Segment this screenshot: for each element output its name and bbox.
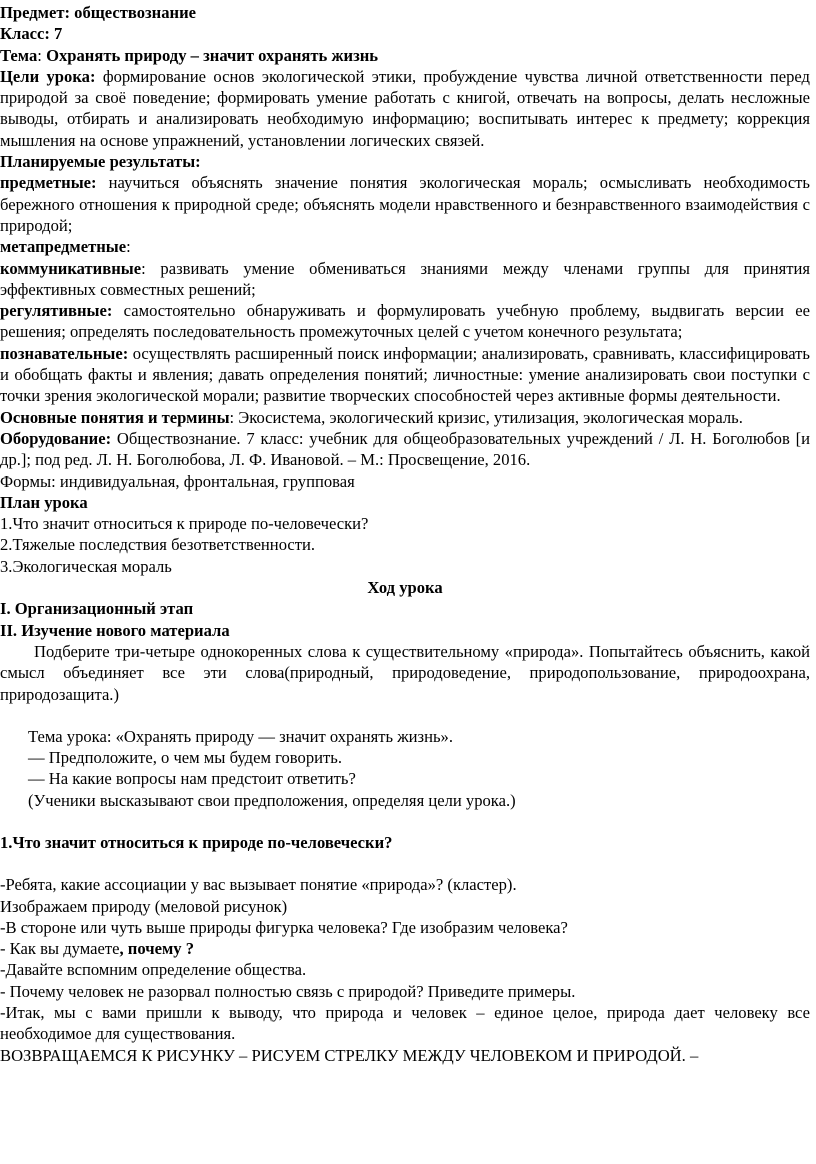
concepts-paragraph xyxy=(0,407,810,428)
goals-paragraph xyxy=(0,66,810,151)
topic-label: Тема xyxy=(0,45,38,65)
subject-value: обществознание xyxy=(70,3,197,22)
regulatory-text: самостоятельно обнаруживать и формулировать учебную проблему, выдвигать версии ее решения; определять последовательность промежуточных целей с учетом конечного результата; xyxy=(0,301,810,342)
regulatory-results xyxy=(0,300,810,343)
equipment-label: Оборудование: xyxy=(0,428,112,448)
concepts-label: Основные понятия и термины xyxy=(0,407,230,427)
meta-results-heading: метапредметные: xyxy=(0,237,131,257)
concepts-text: : Экосистема, экологический кризис, утилизация, экологическая мораль. xyxy=(229,407,743,427)
communicative-results xyxy=(0,258,810,301)
class-line xyxy=(0,23,810,44)
topic-line xyxy=(0,45,810,66)
quote-line-3: — На какие вопросы нам предстоит ответить? xyxy=(28,769,356,789)
results-heading: Планируемые результаты: xyxy=(0,152,201,172)
task-paragraph: Подберите три-четыре однокоренных слова к существительному «природа». Попытайтесь объяснить, какой смысл объединяет все эти слова(природный, природоведение, природопользование, природоохрана, природозащита.) xyxy=(0,641,810,704)
cognitive-results xyxy=(0,343,810,407)
communicative-text: : развивать умение обмениваться знаниями между членами группы для принятия эффективных совместных решений; xyxy=(0,258,810,299)
topic-separator: : xyxy=(37,45,47,65)
section-1-line-3: -В стороне или чуть выше природы фигурка человека? Где изобразим человека? xyxy=(0,917,568,937)
equipment-text: Обществознание. 7 класс: учебник для общеобразовательных учреждений / Л. Н. Боголюбов [и др.]; под ред. Л. Н. Боголюбова, Л. Ф. Ивановой. – М.: Просвещение, 2016. xyxy=(0,428,810,470)
subject-line xyxy=(0,2,810,23)
spacer xyxy=(0,705,810,726)
subject-results xyxy=(0,172,810,236)
course-heading: Ход урока xyxy=(367,578,443,598)
plan-heading: План урока xyxy=(0,492,88,512)
forms-line: Формы: индивидуальная, фронтальная, групповая xyxy=(0,471,355,491)
section-1-line-5: -Давайте вспомним определение общества. xyxy=(0,960,307,980)
plan-item-2: 2.Тяжелые последствия безответственности. xyxy=(0,535,316,555)
section-1-line-6: - Почему человек не разорвал полностью связь с природой? Приведите примеры. xyxy=(0,981,576,1001)
section-1-line-8: ВОЗВРАЩАЕМСЯ К РИСУНКУ – РИСУЕМ СТРЕЛКУ МЕЖДУ ЧЕЛОВЕКОМ И ПРИРОДОЙ. – xyxy=(0,1045,699,1065)
quote-line-1: Тема урока: «Охранять природу — значит охранять жизнь». xyxy=(28,726,453,746)
topic-value: Охранять природу – значит охранять жизнь xyxy=(46,45,379,65)
cognitive-text: осуществлять расширенный поиск информации; анализировать, сравнивать, классифицировать и обобщать факты и явления; давать определения понятий; личностные: умение анализировать свои поступки с точки зрения экологической морали; развитие творческих способностей через активные формы деятельности. xyxy=(0,343,810,406)
section-1-line-4: - Как вы думаете, почему ? xyxy=(0,939,194,959)
spacer xyxy=(0,811,810,832)
plan-item-1: 1.Что значит относиться к природе по-человечески? xyxy=(0,514,369,534)
goals-label: Цели урока: xyxy=(0,66,96,86)
quote-line-2: — Предположите, о чем мы будем говорить. xyxy=(28,748,342,768)
stage-2-heading: II. Изучение нового материала xyxy=(0,620,230,640)
subject-results-text: научиться объяснять значение понятия экологическая мораль; осмысливать необходимость бережного отношения к природной среде; объяснять модели нравственного и безнравственного взаимодействия с природой; xyxy=(0,173,810,235)
subject-results-label: предметные: xyxy=(0,173,97,193)
stage-1-heading: I. Организационный этап xyxy=(0,599,194,619)
subject-label: Предмет: xyxy=(0,3,71,22)
goals-text: формирование основ экологической этики, пробуждение чувства личной ответственности перед природой за своё поведение; формировать умение работать с книгой, отвечать на вопросы, делать несложные выводы, отбирать и анализировать необходимую информацию; воспитывать интерес к предмету; коррекция мышления на основе упражнений, установлении логических связей. xyxy=(0,66,810,150)
plan-item-3: 3.Экологическая мораль xyxy=(0,556,172,576)
section-1-heading: 1.Что значит относиться к природе по-человечески? xyxy=(0,832,393,852)
quote-line-4: (Ученики высказывают свои предположения, определяя цели урока.) xyxy=(28,790,516,810)
section-1-line-7: -Итак, мы с вами пришли к выводу, что природа и человек – единое целое, природа дает человеку все необходимое для существования. xyxy=(0,1003,810,1044)
section-1-line-2: Изображаем природу (меловой рисунок) xyxy=(0,896,288,916)
section-1-line-1: -Ребята, какие ассоциации у вас вызывает понятие «природа»? (кластер). xyxy=(0,875,517,895)
spacer xyxy=(0,853,810,874)
equipment-paragraph xyxy=(0,428,810,471)
class-value: 7 xyxy=(49,24,63,44)
communicative-label: коммуникативные xyxy=(0,258,142,278)
class-label: Класс: xyxy=(0,24,50,44)
cognitive-label: познавательные: xyxy=(0,343,129,363)
regulatory-label: регулятивные: xyxy=(0,301,113,321)
